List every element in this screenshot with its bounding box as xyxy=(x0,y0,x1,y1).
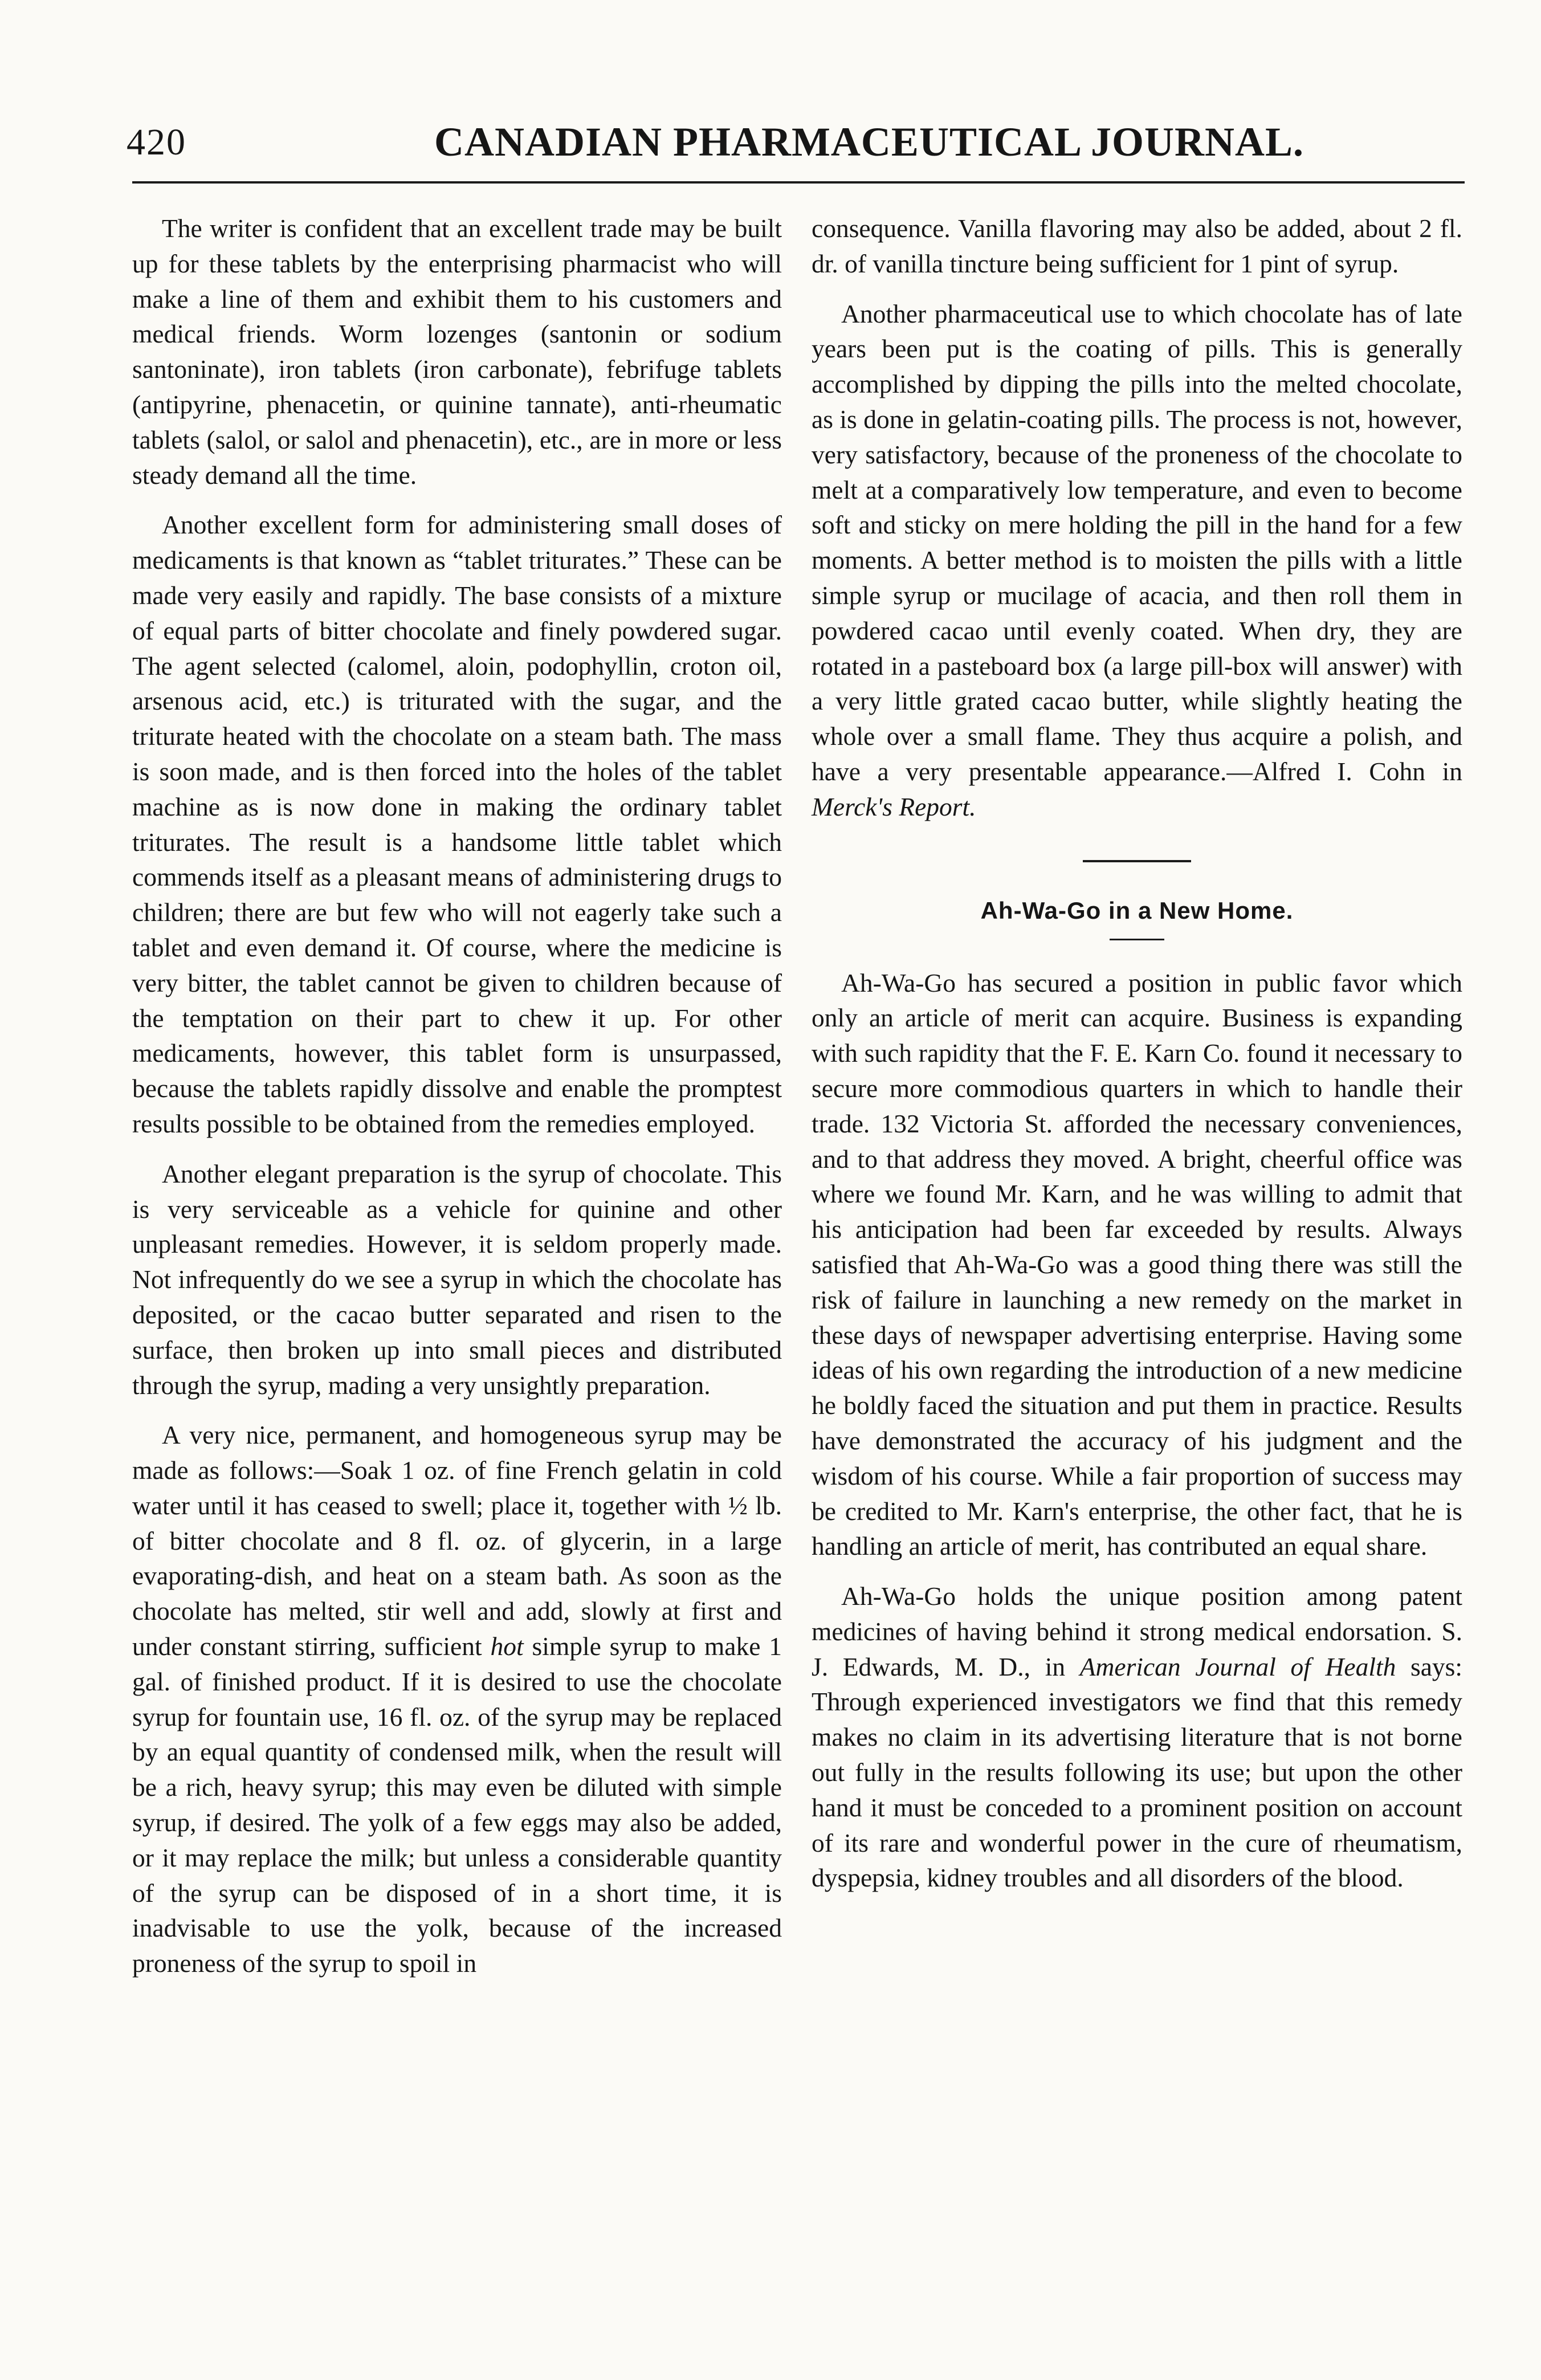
paragraph-pill-coating xyxy=(812,296,1462,825)
paragraph-tablet-triturates: Another excellent form for administering small doses of medicaments is that known as “tablet triturates.” These can be made very easily and rapidly. The base consists of a mixture of equal parts of bitter chocolate and finely powdered sugar. The agent selected (calomel, aloin, podophyllin, croton oil, arsenous acid, etc.) is triturated with the sugar, and the triturate heated with the chocolate on a steam bath. The mass is soon made, and is then forced into the holes of the tablet machine as is now done in making the ordinary tablet triturates. The result is a handsome little tablet which commends itself as a pleasant means of administering drugs to children; there are but few who will not eagerly take such a tablet and even demand it. Of course, where the medicine is very bitter, the tablet cannot be given to children because of the temptation on their part to chew it up. For other medicaments, however, this tablet form is unsurpassed, because the tablets rapidly dissolve and enable the promptest results possible to be obtained from the remedies employed. xyxy=(132,510,782,1138)
paragraph-ahwago-endorsement xyxy=(812,1579,1462,1896)
paragraph-syrup-of-chocolate: Another elegant preparation is the syrup of chocolate. This is very serviceable as a vehicle for quinine and other unpleasant remedies. However, it is seldom properly made. Not infrequently do we see a syrup in which the chocolate has deposited, or the cacao butter separated and risen to the surface, then broken up into small pieces and distributed through the syrup, mading a very unsightly preparation. xyxy=(132,1159,782,1400)
journal-citation: American Journal of Health xyxy=(1079,1652,1396,1681)
paragraph-tablets-trade: The writer is confident that an excellent trade may be built up for these tablets by the enterprising pharmacist who will make a line of them and exhibit them to his customers and medical friends. Worm lozenges (santonin or sodium santoninate), iron tablets (iron carbonate), febrifuge tablets (antipyrine, phenacetin, or quinine tannate), anti-rheumatic tablets (salol, or salol and phenacetin), etc., are in more or less steady demand all the time. xyxy=(132,214,782,490)
pill-coating-text: Another pharmaceutical use to which chocolate has of late years been put is the coating of pills. This is generally accomplished by dipping the pills into the melted chocolate, as is done in gelatin-coating pills. The process is not, however, very satisfactory, because of the proneness of the chocolate to melt at a comparatively low temperature, and even to become soft and sticky on mere holding the pill in the hand for a few moments. A better method is to moisten the pills with a little simple syrup or mucilage of acacia, and then roll them in powdered cacao until evenly coated. When dry, they are rotated in a pasteboard box (a large pill-box will answer) with a very little grated cacao butter, while slightly heating the whole over a small flame. They thus acquire a polish, and have a very presentable appearance.—Alfred I. Cohn in xyxy=(812,299,1462,786)
paragraph-ahwago-business: Ah-Wa-Go has secured a position in public favor which only an article of merit can acquire. Business is expanding with such rapidity that the F. E. Karn Co. found it necessary to secure more commodious quarters in which to handle their trade. 132 Victoria St. afforded the necessary conveniences, and to that address they moved. A bright, cheerful office was where we found Mr. Karn, and he was willing to admit that his anticipation had been far exceeded by results. Always satisfied that Ah-Wa-Go was a good thing there was still the risk of failure in launching a new remedy on the market in these days of newspaper advertising enterprise. Having some ideas of his own regarding the introduction of a new medicine he boldly faced the situation and put them in practice. Results have demonstrated the accuracy of his judgment and the wisdom of his course. While a fair proportion of success may be credited to Mr. Karn's enterprise, the other fact, that he is handling an article of merit, has contributed an equal share. xyxy=(812,968,1462,1561)
page-header xyxy=(127,113,1463,176)
syrup-recipe-text-b: simple syrup to make 1 gal. of finished product. If it is desired to use the chocolate syrup for fountain use, 16 fl. oz. of the syrup may be replaced by an equal quantity of condensed milk, when the result will be a rich, heavy syrup; this may even be diluted with simple syrup, if desired. The yolk of a few eggs may also be added, or it may replace the milk; but unless a considerable quantity of the syrup can be disposed of in a short time, it is inadvisable to use the yolk, because of the increased proneness of the syrup to spoil in xyxy=(132,1632,782,1978)
section-divider xyxy=(1083,860,1191,862)
section-heading: Ah-Wa-Go in a New Home. xyxy=(980,896,1294,924)
right-column xyxy=(812,211,1462,1910)
paragraph-vanilla: consequence. Vanilla flavoring may also be added, about 2 fl. dr. of vanilla tincture being sufficient for 1 pint of syrup. xyxy=(812,214,1462,278)
journal-title: CANADIAN PHARMACEUTICAL JOURNAL. xyxy=(434,119,1304,165)
endorsement-text-a: Ah-Wa-Go holds the unique position among patent medicines of having behind it strong medical endorsation. S. J. Edwards, M. D., in xyxy=(812,1582,1462,1681)
paragraph-syrup-recipe xyxy=(132,1417,782,1981)
syrup-recipe-text-a: A very nice, permanent, and homogeneous syrup may be made as follows:—Soak 1 oz. of fine French gelatin in cold water until it has ceased to swell; place it, together with ½ lb. of bitter chocolate and 8 fl. oz. of glycerin, in a large evaporating-dish, and heat on a steam bath. As soon as the chocolate has melted, stir well and add, slowly at first and under constant stirring, sufficient xyxy=(132,1420,782,1661)
syrup-recipe-hot: hot xyxy=(490,1632,524,1661)
left-column xyxy=(132,211,782,1996)
endorsement-text-b: says: Through experienced investigators we find that this remedy makes no claim in its advertising literature that is not borne out fully in the results following its use; but upon the other hand it must be conceded to a prominent position on account of its rare and wonderful power in the cure of rheumatism, dyspepsia, kidney troubles and all disorders of the blood. xyxy=(812,1652,1463,1893)
page-number: 420 xyxy=(127,121,186,163)
heading-underline xyxy=(1110,939,1164,940)
header-rule xyxy=(132,181,1465,184)
source-citation: Merck's Report. xyxy=(812,792,976,821)
